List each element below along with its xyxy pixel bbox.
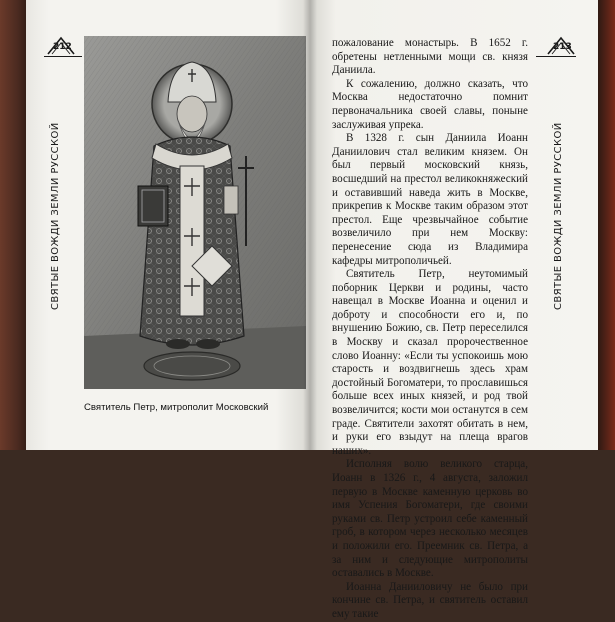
right-page [310,0,598,620]
body-text [332,37,528,622]
running-head: СВЯТЫЕ ВОЖДИ ЗЕМЛИ РУССКОЙ [553,122,564,310]
page-number-ornament-left [44,34,78,58]
paragraph: Исполняя волю великого старца, Иоанн в 1326 г., 4 августа, заложил первую в Москве каменную церковь во имя Успения Богоматери, где своими руками св. Петр устроил себе каменный гроб, в котором через несколько месяцев и положили его. Преемник св. Петра, а за ним и следующие митрополиты оставались в Москве. [332,458,528,580]
header-rule [44,56,82,57]
book-gutter [303,0,317,450]
running-head: СВЯТЫЕ ВОЖДИ ЗЕМЛИ РУССКОЙ [50,122,61,310]
paragraph: В 1328 г. сын Даниила Иоанн Даниилович стал великим князем. Он был первый московский князь, восшедший на престол великокняжеский и оставивший наведа жить в Москве, прикрепив к Москве таким образом этот престол. Еще чрезвычайное событие возвеличило при нем Москву: перенесение сюда из Владимира кафедры митрополичьей. [332,132,528,267]
page-number: 213 [553,42,572,52]
paragraph: пожалование монастырь. В 1652 г. обретены нетленными мощи св. князя Даниила. [332,37,528,77]
illustration-caption: Святитель Петр, митрополит Московский [84,402,269,413]
paragraph: К сожалению, должно сказать, что Москва недостаточно помнит первоначальника своей славы, поныне заслуживая упрека. [332,77,528,131]
book-cover-right-edge [597,0,615,450]
saint-peter-engraving [84,36,306,389]
header-rule [536,56,576,57]
paragraph: Иоанна Данииловичу не было при кончине св. Петра, и святитель оставил ему такие [332,580,528,620]
page-number-ornament-right [544,34,578,58]
paragraph: Святитель Петр, неутомимый поборник Церкви и родины, часто навещал в Москве Иоанна и оценил и доброту и способности его и, по внушению Божию, св. Петр переселился в Москву и сказал пророчественное слово Иоанну: «Если ты успокоишь мою старость и воздвигнешь здесь храм достойный Богоматери, то прославишься больше всех иных князей, и род твой возвеличится; кости мои останутся в сем граде. Святители захотят обитать в нем, и руки его взыдут на плеща врагов наших». [332,268,528,457]
left-page [26,0,310,450]
page-number: 212 [53,42,72,52]
